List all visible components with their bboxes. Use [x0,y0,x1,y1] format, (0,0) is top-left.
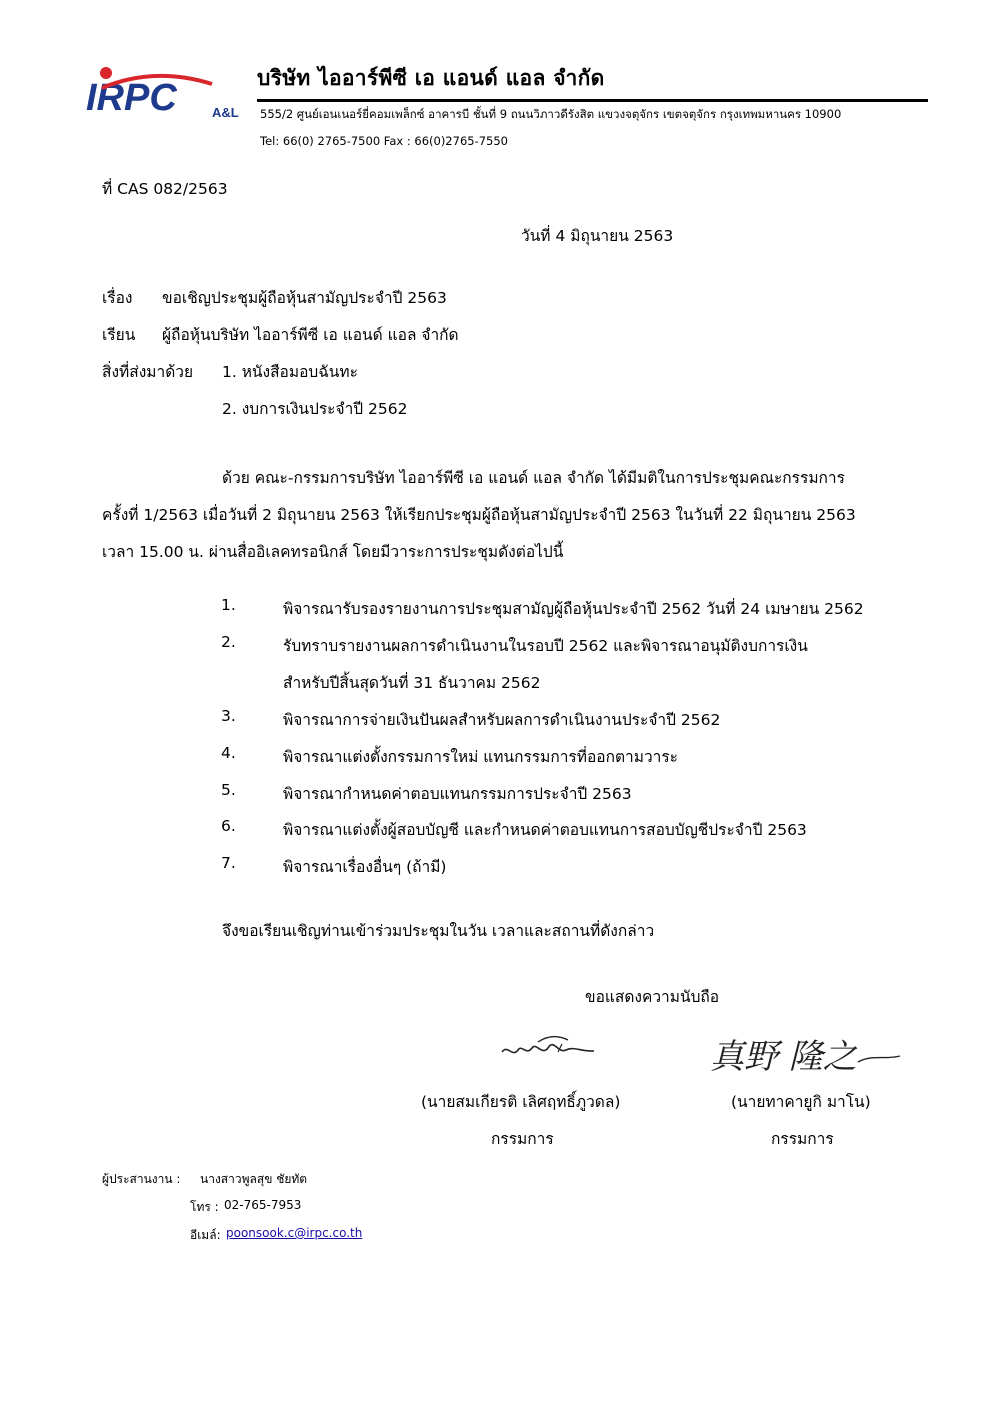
signature-image-2 [708,1032,903,1076]
agenda-number: 4. [221,744,236,762]
company-address: 555/2 ศูนย์เอนเนอร์ยี่คอมเพล็กซ์ อาคารบี ชั้นที่ 9 ถนนวิภาวดีรังสิต แขวงจตุจักร เขตจตุจักร กรุงเทพมหานคร 10900 [260,107,842,121]
enclosure-item: 1. หนังสือมอบฉันทะ [222,363,358,381]
contact-phone-label: โทร : [190,1200,219,1214]
agenda-item: พิจารณาแต่งตั้งผู้สอบบัญชี และกำหนดค่าตอบแทนการสอบบัญชีประจำปี 2563 [283,821,807,839]
irpc-logo [84,66,244,122]
agenda-number: 1. [221,596,236,614]
agenda-number: 5. [221,781,236,799]
company-phone-fax: Tel: 66(0) 2765-7500 Fax : 66(0)2765-7550 [260,134,508,148]
coordinator-name: นางสาวพูลสุข ชัยทัต [200,1172,308,1186]
signatory-name: (นายทาคายูกิ มาโน) [731,1093,871,1111]
enclosure-item: 2. งบการเงินประจำปี 2562 [222,400,408,418]
agenda-number: 3. [221,707,236,725]
signatory-title: กรรมการ [771,1130,834,1148]
letter-date: วันที่ 4 มิถุนายน 2563 [521,227,674,245]
agenda-item: พิจารณาเรื่องอื่นๆ (ถ้ามี) [283,858,447,876]
logo-wordmark: IRPC [86,77,177,119]
closing-line: จึงขอเรียนเชิญท่านเข้าร่วมประชุมในวัน เวลาและสถานที่ดังกล่าว [222,922,655,940]
regards: ขอแสดงความนับถือ [585,988,720,1006]
body-line: ด้วย คณะ-กรรมการบริษัท ไออาร์พีซี เอ แอนด์ แอล จำกัด ได้มีมติในการประชุมคณะกรรมการ [222,469,845,487]
agenda-item: พิจารณากำหนดค่าตอบแทนกรรมการประจำปี 2563 [283,785,632,803]
recipient-text: ผู้ถือหุ้นบริษัท ไออาร์พีซี เอ แอนด์ แอล จำกัด [162,326,459,344]
body-line: เวลา 15.00 น. ผ่านสื่ออิเลคทรอนิกส์ โดยมีวาระการประชุมดังต่อไปนี้ [102,543,564,561]
body-line: ครั้งที่ 1/2563 เมื่อวันที่ 2 มิถุนายน 2563 ให้เรียกประชุมผู้ถือหุ้นสามัญประจำปี 2563 ในวันที่ 22 มิถุนายน 2563 [102,506,856,524]
agenda-item-continuation: สำหรับปีสิ้นสุดวันที่ 31 ธันวาคม 2562 [283,674,541,692]
signatory-title: กรรมการ [491,1130,554,1148]
subject-label: เรื่อง [102,289,133,307]
agenda-number: 6. [221,817,236,835]
svg-text:真野 隆之: 真野 隆之 [710,1037,857,1076]
agenda-item: รับทราบรายงานผลการดำเนินงานในรอบปี 2562 และพิจารณาอนุมัติงบการเงิน [283,637,808,655]
contact-phone: 02-765-7953 [224,1198,302,1212]
agenda-item: พิจารณารับรองรายงานการประชุมสามัญผู้ถือหุ้นประจำปี 2562 วันที่ 24 เมษายน 2562 [283,600,864,618]
recipient-label: เรียน [102,326,136,344]
reference-number: ที่ CAS 082/2563 [102,180,228,198]
subject-text: ขอเชิญประชุมผู้ถือหุ้นสามัญประจำปี 2563 [162,289,447,307]
company-name: บริษัท ไออาร์พีซี เอ แอนด์ แอล จำกัด [257,66,605,90]
agenda-item: พิจารณาการจ่ายเงินปันผลสำหรับผลการดำเนินงานประจำปี 2562 [283,711,721,729]
agenda-number: 2. [221,633,236,651]
signatory-name: (นายสมเกียรติ เลิศฤทธิ์ภูวดล) [421,1093,621,1111]
header-divider [257,99,928,102]
agenda-item: พิจารณาแต่งตั้งกรรมการใหม่ แทนกรรมการที่ออกตามวาระ [283,748,679,766]
contact-email-label: อีเมล์: [190,1228,221,1242]
logo-suffix: A&L [212,105,239,120]
enclosure-label: สิ่งที่ส่งมาด้วย [102,363,194,381]
contact-email-link[interactable]: poonsook.c@irpc.co.th [226,1226,363,1240]
signature-image-1 [498,1032,600,1064]
coordinator-label: ผู้ประสานงาน : [102,1172,181,1186]
agenda-number: 7. [221,854,236,872]
